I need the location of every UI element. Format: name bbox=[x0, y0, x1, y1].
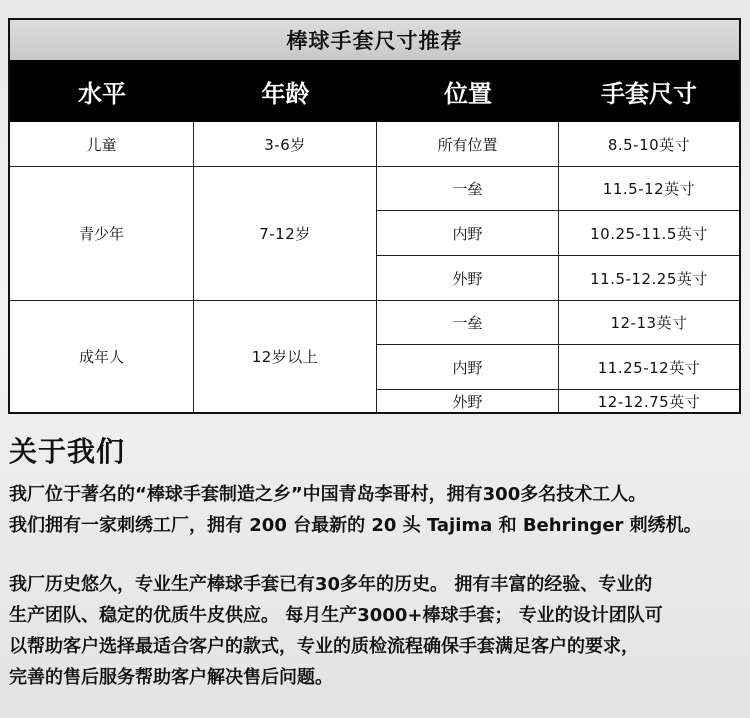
cell-position: 一垒 bbox=[377, 301, 559, 345]
cell-level: 成年人 bbox=[10, 301, 194, 412]
cell-position: 所有位置 bbox=[377, 122, 559, 167]
table-title: 棒球手套尺寸推荐 bbox=[10, 20, 739, 60]
cell-position: 外野 bbox=[377, 256, 559, 301]
cell-position: 外野 bbox=[377, 390, 559, 412]
cell-position: 内野 bbox=[377, 345, 559, 390]
paragraph-line: 我厂历史悠久，专业生产棒球手套已有30多年的历史。 拥有丰富的经验、专业的 bbox=[9, 574, 653, 595]
cell-level: 儿童 bbox=[10, 122, 194, 167]
about-heading: 关于我们 bbox=[9, 435, 126, 468]
paragraph-line: 完善的售后服务帮助客户解决售后问题。 bbox=[9, 667, 333, 688]
paragraph-line: 以帮助客户选择最适合客户的款式，专业的质检流程确保手套满足客户的要求， bbox=[9, 636, 639, 657]
paragraph-line: 我们拥有一家刺绣工厂，拥有 200 台最新的 20 头 Tajima 和 Behringer 刺绣机。 bbox=[9, 515, 702, 536]
cell-size: 10.25-11.5英寸 bbox=[559, 211, 739, 256]
header-level: 水平 bbox=[78, 79, 126, 108]
about-paragraph-2 bbox=[9, 569, 663, 693]
cell-size: 12-12.75英寸 bbox=[559, 390, 739, 412]
about-section bbox=[9, 430, 744, 688]
cell-size: 8.5-10英寸 bbox=[559, 122, 739, 167]
header-position: 位置 bbox=[444, 79, 492, 108]
cell-size: 11.5-12英寸 bbox=[559, 167, 739, 211]
cell-age: 7-12岁 bbox=[194, 167, 377, 301]
paragraph-line: 我厂位于著名的“棒球手套制造之乡”中国青岛李哥村，拥有300多名技术工人。 bbox=[9, 484, 647, 505]
cell-size: 11.25-12英寸 bbox=[559, 345, 739, 390]
cell-level: 青少年 bbox=[10, 167, 194, 301]
cell-size: 12-13英寸 bbox=[559, 301, 739, 345]
paragraph-line: 生产团队、稳定的优质牛皮供应。 每月生产3000+棒球手套； 专业的设计团队可 bbox=[9, 605, 663, 626]
table-header-row bbox=[10, 60, 739, 122]
cell-position: 内野 bbox=[377, 211, 559, 256]
cell-size: 11.5-12.25英寸 bbox=[559, 256, 739, 301]
glove-size-table bbox=[8, 18, 741, 414]
cell-age: 3-6岁 bbox=[194, 122, 377, 167]
cell-position: 一垒 bbox=[377, 167, 559, 211]
header-age: 年龄 bbox=[261, 79, 310, 108]
about-paragraph-1 bbox=[9, 479, 702, 541]
table-body bbox=[10, 122, 739, 412]
header-glove-size: 手套尺寸 bbox=[601, 79, 697, 108]
cell-age: 12岁以上 bbox=[194, 301, 377, 412]
